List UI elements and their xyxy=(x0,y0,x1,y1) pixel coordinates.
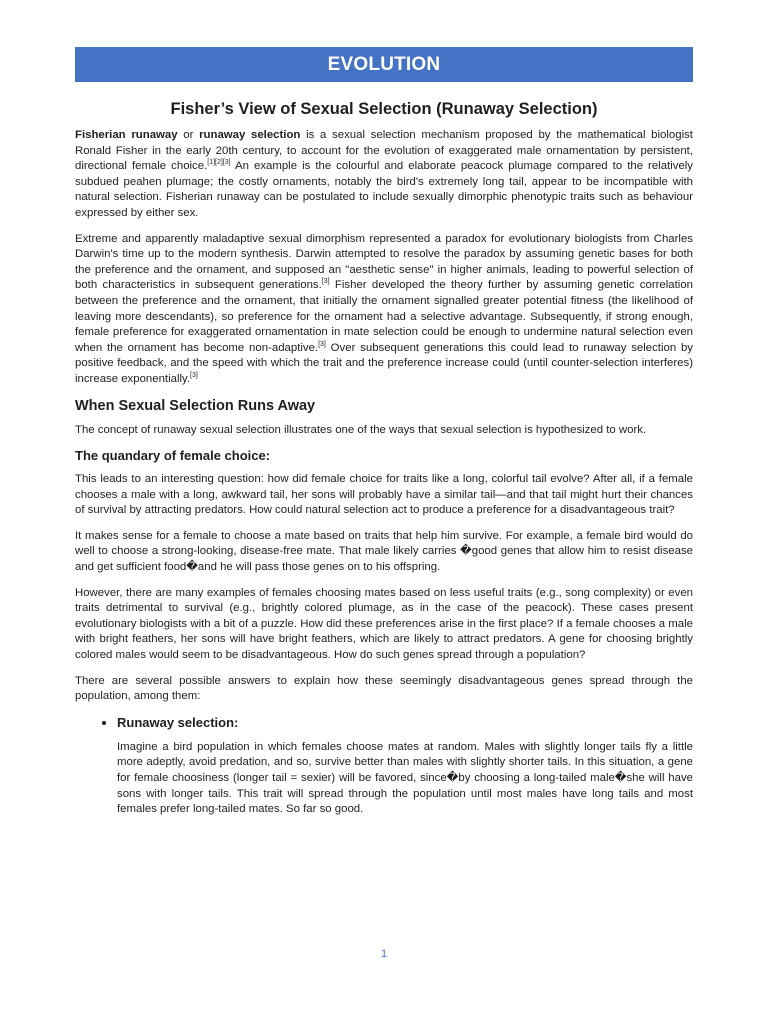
paragraph-text: Extreme and apparently maladaptive sexual dimorphism represented a paradox for evolutionary biologists from Charles Darwin's time up to the modern synthesis. Darwin attempted to resolve the paradox by assuming genetic bases for both the preference and the ornament, and supposed an "aesthetic sense" in higher animals, leading to powerful selection of both characteristics in subsequent generations. xyxy=(75,232,693,292)
document-body xyxy=(75,100,693,828)
section-heading: When Sexual Selection Runs Away xyxy=(75,397,316,414)
section-banner: EVOLUTION xyxy=(75,47,693,82)
paragraph-possible-answers: There are several possible answers to explain how these seemingly disadvantageous genes spread through the population, among them: xyxy=(75,674,693,703)
page-number: 1 xyxy=(380,948,388,960)
paragraph-runaway-example: Imagine a bird population in which females choose mates at random. Males with slightly longer tails fly a little more adeptly, avoid predation, and so, survive better than males with slightly shorter tails. In this situation, a gene for female choosiness (longer tail = sexier) will be favored, since�by choosing a long-tailed male�she will have sons with longer tails. This trait will spread through the population until most males have long tails and most females prefer long-tailed mates. So far so good. xyxy=(117,740,693,816)
paragraph-intro xyxy=(75,128,693,222)
subsection-heading: The quandary of female choice: xyxy=(75,448,271,464)
answer-list xyxy=(75,715,693,730)
term-fisherian-runaway: Fisherian runaway xyxy=(75,129,178,141)
list-item-runaway-selection: • Runaway selection: xyxy=(117,715,693,730)
paragraph-text: An example is the colourful and elaborate peacock plumage compared to the relatively subdued peahen plumage; the costly ornaments, notably the bird's extremely long tail, appear to be incompatible with natural selection. Fisherian runaway can be postulated to include sexually dimorphic phenotypic traits such as behaviour expressed by either sex. xyxy=(75,160,694,219)
term-runaway-selection: runaway selection xyxy=(199,129,301,141)
citation: [3] xyxy=(321,278,330,286)
citation: [3] xyxy=(318,340,326,348)
paragraph-text: Fisher developed the theory further by assuming genetic correlation between the preference and the ornament, that initially the ornament signalled greater potential fitness (the likelihood of leaving more descendants), so preference for the ornament had a selective advantage. Subsequently, if strong enough, female preference for exaggerated ornamentation in mate selection could be enough to undermine natural selection even when the ornament has become non-adaptive. xyxy=(75,279,693,354)
paragraph-paradox xyxy=(75,232,693,388)
citation: [3] xyxy=(190,372,198,380)
paragraph-text: is a sexual selection mechanism proposed by the mathematical biologist Ronald Fisher in the early 20th century, to account for the evolution of exaggerated male ornamentation by persistent, directional female choice. xyxy=(75,129,693,173)
document-title: Fisher’s View of Sexual Selection (Runaway Selection) xyxy=(170,100,598,118)
paragraph-text: Over subsequent generations this could lead to runaway selection by positive feedback, and the speed with which the trait and the preference increase could (until counter-selection interferes) increase exponentially. xyxy=(75,341,693,385)
paragraph-less-useful-traits: However, there are many examples of females choosing mates based on less useful traits (e.g., song complexity) or even traits detrimental to survival (e.g., brightly colored plumage, as in the case of the peacock). These cases present evolutionary biologists with a bit of a puzzle. How did these preferences arise in the first place? If a female chooses a male with bright feathers, her sons will have bright feathers, which are likely to attract predators. A gene for choosing brightly colored males would seem to be disadvantageous. How do such genes spread through a population? xyxy=(75,586,693,662)
paragraph-concept: The concept of runaway sexual selection illustrates one of the ways that sexual selection is hypothesized to work. xyxy=(75,423,647,436)
paragraph-good-genes: It makes sense for a female to choose a mate based on traits that help him survive. For example, a female bird would do well to choose a strong-looking, disease-free mate. That male likely carries �good genes that allow him to resist disease and get sufficient food�and he will pass those genes on to his offspring. xyxy=(75,529,693,574)
citation: [1][2][3] xyxy=(207,159,231,167)
paragraph-question: This leads to an interesting question: how did female choice for traits like a long, colorful tail evolve? After all, if a female chooses a male with a long, awkward tail, her sons will probably have a similar tail—and that tail might hurt their chances of survival by attracting predators. How could natural selection act to produce a preference for a disadvantageous trait? xyxy=(75,473,693,517)
text-or: or xyxy=(177,129,200,141)
